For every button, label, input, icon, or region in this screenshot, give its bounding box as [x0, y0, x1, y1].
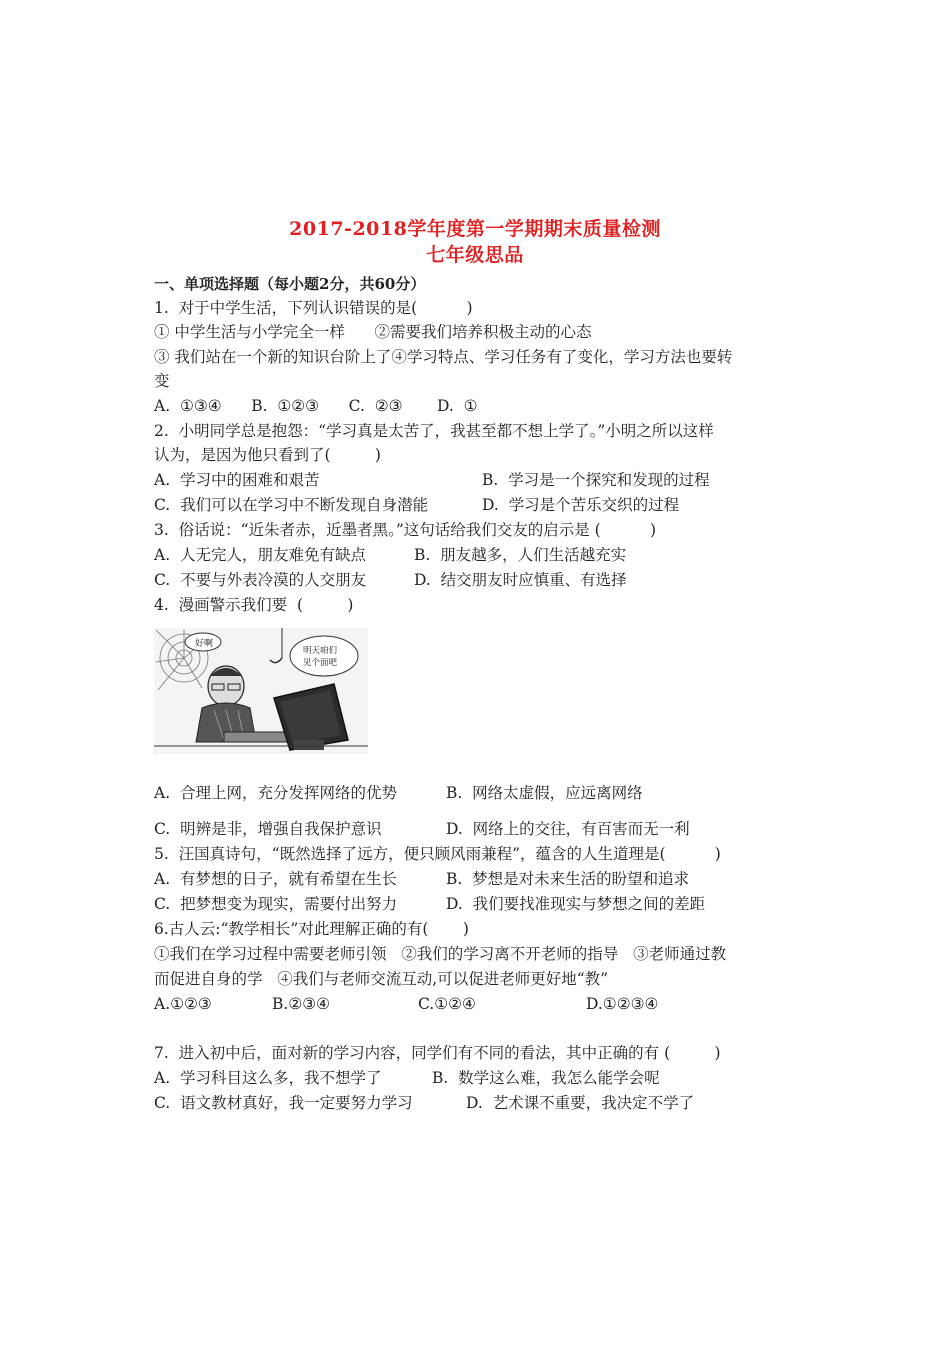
- q3-option-d: D. 结交朋友时应慎重、有选择: [414, 571, 627, 589]
- q4-option-c: C. 明辨是非，增强自我保护意识: [154, 820, 382, 838]
- q6-option-a: A.①②③: [154, 995, 212, 1013]
- q5-option-d: D. 我们要找准现实与梦想之间的差距: [446, 895, 706, 913]
- exam-subtitle: 七年级思品: [426, 244, 524, 266]
- q7-option-c: C. 语文教材真好，我一定要努力学习: [154, 1094, 413, 1112]
- q2-option-c: C. 我们可以在学习中不断发现自身潜能: [154, 496, 429, 514]
- q2-option-d: D. 学习是个苦乐交织的过程: [482, 496, 680, 514]
- q5-stem: 5. 汪国真诗句，“既然选择了远方，便只顾风雨兼程”，蕴含的人生道理是( ): [154, 845, 721, 863]
- q4-option-d: D. 网络上的交往，有百害而无一利: [446, 820, 690, 838]
- q3-option-a: A. 人无完人，朋友难免有缺点: [154, 546, 366, 564]
- exam-title: 2017-2018学年度第一学期期末质量检测: [289, 218, 661, 240]
- q6-statement-2: 而促进自身的学 ④我们与老师交流互动,可以促进老师更好地“教”: [154, 970, 609, 988]
- q6-stem: 6.古人云:“教学相长”对此理解正确的有( ): [154, 920, 469, 938]
- q2-stem: 2. 小明同学总是抱怨：“学习真是太苦了，我甚至都不想上学了。”小明之所以这样: [154, 422, 714, 440]
- internet-safety-cartoon: [154, 628, 368, 754]
- q2-option-b: B. 学习是一个探究和发现的过程: [482, 471, 710, 489]
- q1-statement-2: ③ 我们站在一个新的知识台阶上了④学习特点、学习任务有了变化，学习方法也要转: [154, 348, 733, 366]
- q7-option-b: B. 数学这么难，我怎么能学会呢: [432, 1069, 660, 1087]
- q7-option-a: A. 学习科目这么多，我不想学了: [154, 1069, 382, 1087]
- q6-statement-1: ①我们在学习过程中需要老师引领 ②我们的学习离不开老师的指导 ③老师通过教: [154, 945, 727, 963]
- bubble-right-line-1: 明天咱们: [303, 646, 338, 656]
- q6-option-b: B.②③④: [272, 995, 331, 1013]
- bubble-left-text: 好啊: [195, 639, 214, 649]
- q2-option-a: A. 学习中的困难和艰苦: [154, 471, 320, 489]
- q4-option-a: A. 合理上网，充分发挥网络的优势: [154, 784, 397, 802]
- q6-option-c: C.①②④: [418, 995, 476, 1013]
- q7-stem: 7. 进入初中后，面对新的学习内容，同学们有不同的看法，其中正确的有 ( ): [154, 1044, 721, 1062]
- q6-option-d: D.①②③④: [586, 995, 659, 1013]
- q1-statement-1: ① 中学生活与小学完全一样 ②需要我们培养积极主动的心态: [154, 323, 592, 341]
- q1-options: A. ①③④ B. ①②③ C. ②③ D. ①: [154, 397, 478, 415]
- q4-stem: 4. 漫画警示我们要 ( ): [154, 596, 354, 614]
- q5-option-c: C. 把梦想变为现实，需要付出努力: [154, 895, 398, 913]
- q5-option-a: A. 有梦想的日子，就有希望在生长: [154, 870, 397, 888]
- section-heading: 一、单项选择题（每小题2分，共60分）: [154, 275, 426, 293]
- q3-option-c: C. 不要与外表冷漠的人交朋友: [154, 571, 367, 589]
- q1-statement-2-cont: 变: [154, 372, 170, 390]
- q1-stem: 1. 对于中学生活，下列认识错误的是( ): [154, 299, 473, 317]
- bubble-right-line-2: 见个面吧: [303, 658, 338, 668]
- q2-stem-cont: 认为，是因为他只看到了( ): [154, 446, 381, 464]
- q7-option-d: D. 艺术课不重要，我决定不学了: [466, 1094, 695, 1112]
- q3-option-b: B. 朋友越多，人们生活越充实: [414, 546, 627, 564]
- q5-option-b: B. 梦想是对未来生活的盼望和追求: [446, 870, 690, 888]
- q4-option-b: B. 网络太虚假，应远离网络: [446, 784, 643, 802]
- q3-stem: 3. 俗话说：“近朱者赤，近墨者黑。”这句话给我们交友的启示是 ( ): [154, 521, 657, 539]
